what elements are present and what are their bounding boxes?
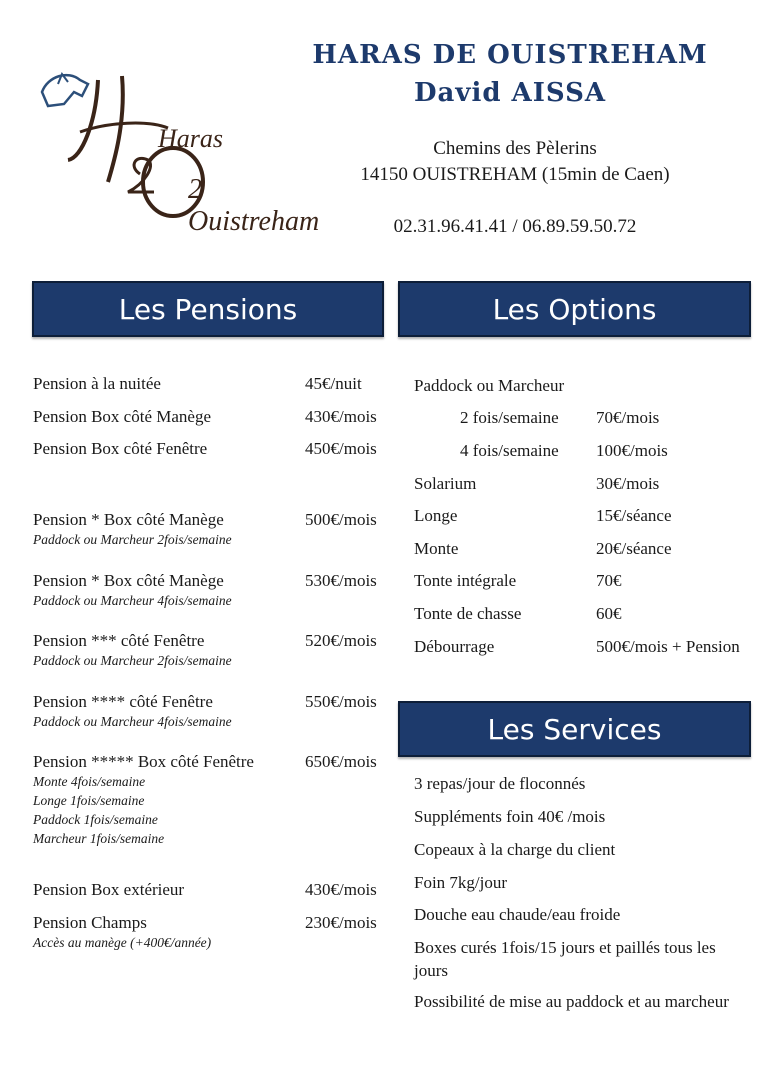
option-price: 60€: [596, 604, 622, 623]
pension-price: 430€/mois: [305, 880, 377, 899]
pension-price: 550€/mois: [305, 692, 377, 711]
pension-price: 230€/mois: [305, 913, 377, 932]
service-item: Foin 7kg/jour: [414, 873, 508, 892]
phone-numbers: 02.31.96.41.41 / 06.89.59.50.72: [393, 216, 637, 237]
logo-text-haras: Haras: [158, 124, 224, 153]
pension-price: 430€/mois: [305, 407, 377, 426]
options-heading: Les Options: [398, 281, 751, 337]
services-heading: Les Services: [398, 701, 751, 757]
pension-price: 530€/mois: [305, 571, 377, 590]
option-price: 20€/séance: [596, 539, 672, 558]
owner-name: David AISSA: [413, 78, 607, 108]
option-label: Solarium: [414, 474, 477, 493]
pension-label: Pension Box côté Fenêtre: [33, 439, 208, 458]
pension-label: Pension Box extérieur: [33, 880, 185, 899]
option-price: 15€/séance: [596, 506, 672, 525]
option-price: 500€/mois + Pension: [596, 637, 740, 656]
service-item: Possibilité de mise au paddock et au marcheur: [414, 992, 729, 1011]
logo-text-ouistreham: 2 Ouistreham: [188, 174, 320, 237]
option-label: Longe: [414, 506, 458, 525]
service-item: Boxes curés 1fois/15 jours et paillés tous les jours: [414, 938, 716, 980]
option-price: 100€/mois: [596, 441, 668, 460]
pension-note: Paddock ou Marcheur 2fois/semaine: [33, 532, 232, 547]
pension-note: Longe 1fois/semaine: [33, 793, 145, 808]
pension-label: Pension * Box côté Manège: [33, 510, 224, 529]
pension-label: Pension ***** Box côté Fenêtre: [33, 752, 254, 771]
haras-logo: [18, 62, 323, 237]
pension-label: Pension *** côté Fenêtre: [33, 631, 205, 650]
option-label: Monte: [414, 539, 459, 558]
option-sub-label: 4 fois/semaine: [460, 441, 559, 460]
address-line-2: 14150 OUISTREHAM (15min de Caen): [360, 164, 670, 185]
pension-note: Paddock ou Marcheur 4fois/semaine: [33, 714, 232, 729]
service-item: Copeaux à la charge du client: [414, 840, 616, 859]
service-item: 3 repas/jour de floconnés: [414, 774, 586, 793]
pension-note: Marcheur 1fois/semaine: [33, 831, 165, 846]
pension-price: 450€/mois: [305, 439, 377, 458]
option-label: Tonte de chasse: [414, 604, 522, 623]
option-sub-label: 2 fois/semaine: [460, 408, 559, 427]
pension-note: Paddock 1fois/semaine: [33, 812, 158, 827]
option-group-label: Paddock ou Marcheur: [414, 376, 565, 395]
option-label: Tonte intégrale: [414, 571, 517, 590]
pension-price: 45€/nuit: [305, 374, 362, 393]
pension-note: Paddock ou Marcheur 4fois/semaine: [33, 593, 232, 608]
service-item: Douche eau chaude/eau froide: [414, 905, 621, 924]
service-item: Suppléments foin 40€ /mois: [414, 807, 606, 826]
pension-price: 520€/mois: [305, 631, 377, 650]
option-price: 30€/mois: [596, 474, 660, 493]
pensions-heading: Les Pensions: [32, 281, 384, 337]
pension-label: Pension à la nuitée: [33, 374, 161, 393]
pension-note: Monte 4fois/semaine: [33, 774, 146, 789]
pension-label: Pension * Box côté Manège: [33, 571, 224, 590]
pension-note: Accès au manège (+400€/année): [33, 935, 212, 950]
pension-note: Paddock ou Marcheur 2fois/semaine: [33, 653, 232, 668]
option-label: Débourrage: [414, 637, 495, 656]
pension-price: 650€/mois: [305, 752, 377, 771]
option-price: 70€: [596, 571, 622, 590]
address-line-1: Chemins des Pèlerins: [433, 138, 597, 159]
pension-label: Pension **** côté Fenêtre: [33, 692, 213, 711]
option-price: 70€/mois: [596, 408, 660, 427]
pension-label: Pension Box côté Manège: [33, 407, 211, 426]
page-title: HARAS DE OUISTREHAM: [312, 40, 708, 70]
pension-label: Pension Champs: [33, 913, 147, 932]
pension-price: 500€/mois: [305, 510, 377, 529]
